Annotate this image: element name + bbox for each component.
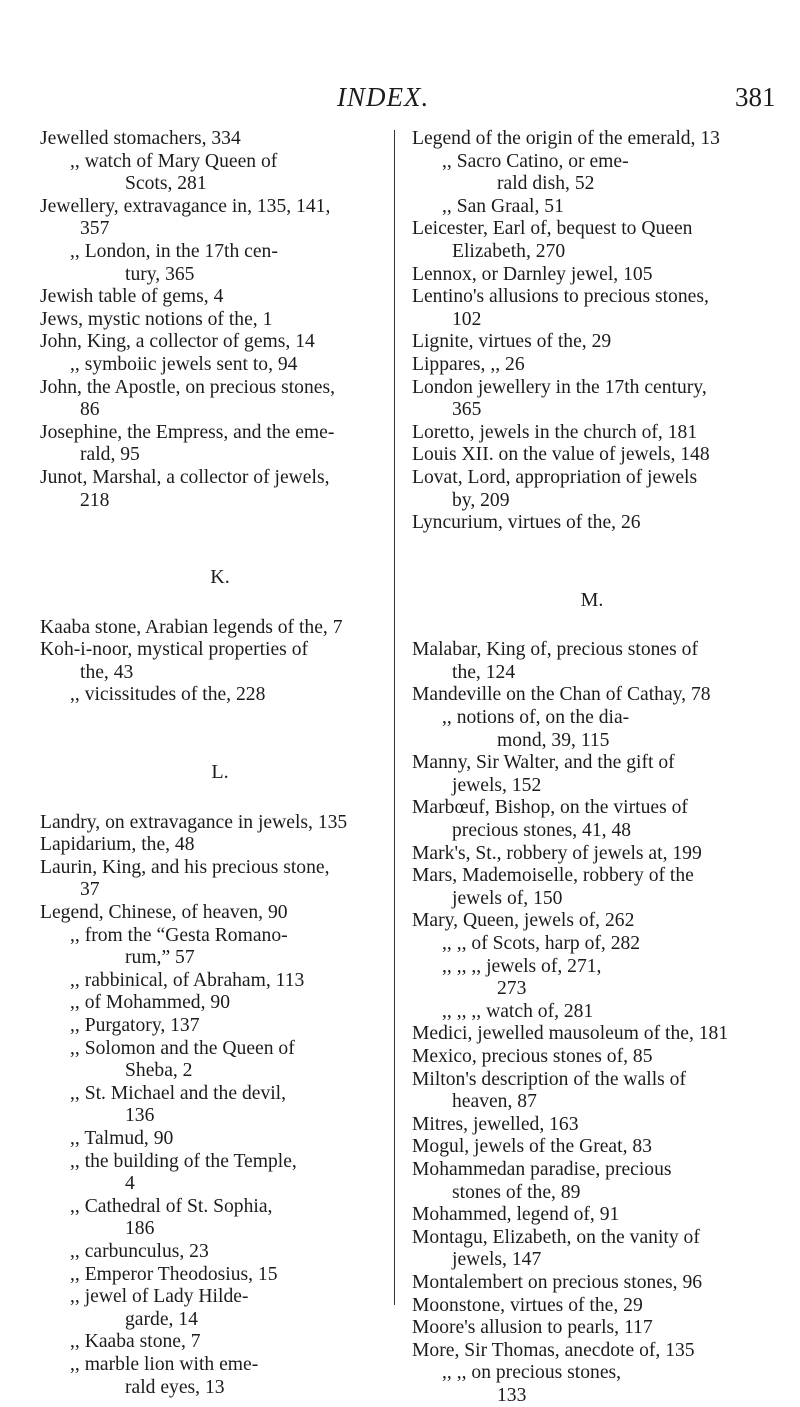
index-entry [40, 1354, 400, 1399]
index-entry [40, 1083, 400, 1128]
index-entry [412, 684, 772, 707]
entry-text: Mary, Queen, jewels of, 262 [412, 910, 635, 932]
entry-text: Lennox, or Darnley jewel, 105 [412, 263, 653, 285]
entry-continuation: 365 [452, 399, 482, 421]
entry-continuation: Scots, 281 [125, 173, 207, 195]
index-entry [40, 834, 400, 857]
index-entry [412, 1362, 772, 1407]
entry-text: Mohammed, legend of, 91 [412, 1204, 620, 1226]
entry-text: Mark's, St., robbery of jewels at, 199 [412, 842, 702, 864]
entry-text: Milton's description of the walls of [412, 1068, 686, 1090]
section-letter-l: L. [211, 761, 229, 784]
index-entry [412, 1227, 772, 1272]
entry-text: ,, Emperor Theodosius, 15 [70, 1263, 278, 1285]
entry-text: ,, Solomon and the Queen of [70, 1037, 295, 1059]
index-entry [40, 467, 400, 512]
entry-text: Josephine, the Empress, and the eme- [40, 421, 335, 443]
entry-text: Loretto, jewels in the church of, 181 [412, 421, 698, 443]
entry-text: ,, Purgatory, 137 [70, 1015, 200, 1036]
index-entry [40, 1151, 400, 1196]
entry-continuation: rald dish, 52 [497, 173, 595, 195]
entry-continuation: jewels, 152 [452, 774, 542, 796]
entry-text: ,, the building of the Temple, [70, 1150, 297, 1172]
index-entry [412, 264, 772, 287]
l-entries [40, 812, 400, 1399]
entry-text: ,, ,, on precious stones, [442, 1362, 622, 1384]
index-entry [412, 512, 772, 535]
page-number: 381 [735, 82, 776, 112]
index-entry [40, 812, 400, 835]
entry-continuation: 133 [497, 1384, 527, 1406]
index-entry [40, 286, 400, 309]
entry-continuation: rald, 95 [80, 444, 140, 466]
index-entry [412, 128, 772, 151]
entry-continuation: 4 [125, 1173, 135, 1195]
index-entry [412, 218, 772, 263]
index-entry [40, 684, 400, 707]
entry-continuation: tury, 365 [125, 263, 195, 285]
index-entry [40, 354, 400, 377]
entry-continuation: rald eyes, 13 [125, 1376, 225, 1398]
entry-text: Kaaba stone, Arabian legends of the, 7 [40, 616, 343, 638]
entry-continuation: the, 43 [80, 661, 134, 683]
entry-text: ,, ,, ,, jewels of, 271, [442, 955, 602, 977]
entry-text: ,, St. Michael and the devil, [70, 1082, 287, 1104]
index-entry [40, 1264, 400, 1287]
entry-text: ,, Talmud, 90 [70, 1127, 174, 1149]
entry-text: ,, rabbinical, of Abraham, 113 [70, 969, 305, 991]
index-entry [412, 331, 772, 354]
entry-text: ,, London, in the 17th cen- [70, 240, 278, 262]
entry-continuation: 186 [125, 1218, 155, 1240]
index-entry [412, 865, 772, 910]
index-entry [412, 1272, 772, 1295]
index-entry [412, 843, 772, 866]
entry-text: Koh-i-noor, mystical properties of [40, 639, 309, 661]
index-entry [40, 422, 400, 467]
entry-text: Louis XII. on the value of jewels, 148 [412, 444, 710, 466]
index-entry [412, 196, 772, 219]
index-entry [40, 1196, 400, 1241]
k-entries [40, 617, 400, 707]
index-entry [412, 1317, 772, 1340]
index-entry [40, 241, 400, 286]
entry-text: Legend of the origin of the emerald, 13 [412, 128, 720, 149]
entry-text: ,, carbunculus, 23 [70, 1240, 209, 1262]
entry-text: ,, watch of Mary Queen of [70, 150, 278, 172]
index-entry [412, 1114, 772, 1137]
entry-text: Mandeville on the Chan of Cathay, 78 [412, 684, 711, 706]
index-entry [412, 1023, 772, 1046]
entry-text: ,, vicissitudes of the, 228 [70, 684, 266, 706]
j-entries [40, 128, 400, 512]
entry-text: ,, from the “Gesta Romano- [70, 924, 288, 946]
m-entries [412, 639, 772, 1407]
page-title: INDEX. [337, 82, 430, 112]
index-entry [40, 151, 400, 196]
entry-text: Lyncurium, virtues of the, 26 [412, 512, 641, 534]
index-entry [40, 331, 400, 354]
entry-text: Moore's allusion to pearls, 117 [412, 1317, 653, 1339]
index-entry [412, 1159, 772, 1204]
entry-text: Jews, mystic notions of the, 1 [40, 308, 273, 330]
running-head [0, 82, 800, 122]
entry-continuation: rum,” 57 [125, 947, 195, 969]
entry-continuation: Elizabeth, 270 [452, 240, 566, 262]
entry-text: ,, marble lion with eme- [70, 1353, 259, 1375]
index-entry [40, 1241, 400, 1264]
entry-text: Montagu, Elizabeth, on the vanity of [412, 1226, 700, 1248]
left-column [40, 128, 400, 1399]
index-entry [412, 1204, 772, 1227]
entry-text: ,, San Graal, 51 [442, 195, 564, 217]
entry-text: Mitres, jewelled, 163 [412, 1113, 579, 1135]
index-entry [412, 286, 772, 331]
entry-text: ,, Kaaba stone, 7 [70, 1331, 201, 1353]
index-entry [412, 752, 772, 797]
index-entry [40, 1015, 400, 1038]
entry-text: Legend, Chinese, of heaven, 90 [40, 902, 288, 924]
index-entry [412, 1136, 772, 1159]
entry-text: Mars, Mademoiselle, robbery of the [412, 865, 694, 887]
entry-text: Marbœuf, Bishop, on the virtues of [412, 797, 688, 819]
index-entry [412, 354, 772, 377]
index-entry [412, 151, 772, 196]
index-entry [412, 797, 772, 842]
index-entry [40, 617, 400, 640]
entry-text: Lentino's allusions to precious stones, [412, 286, 709, 308]
entry-text: ,, symboiic jewels sent to, 94 [70, 353, 298, 375]
index-entry [40, 309, 400, 332]
entry-text: Manny, Sir Walter, and the gift of [412, 752, 675, 774]
index-entry [412, 1295, 772, 1318]
entry-text: ,, ,, of Scots, harp of, 282 [442, 933, 641, 954]
index-entry [412, 933, 772, 956]
entry-text: Junot, Marshal, a collector of jewels, [40, 466, 330, 488]
entry-continuation: 357 [80, 218, 110, 240]
entry-continuation: 218 [80, 489, 110, 511]
entry-text: Jewelled stomachers, 334 [40, 128, 241, 149]
entry-text: Leicester, Earl of, bequest to Queen [412, 218, 693, 240]
entry-text: Mexico, precious stones of, 85 [412, 1045, 653, 1067]
index-entry [40, 992, 400, 1015]
index-entry [412, 707, 772, 752]
entry-text: ,, ,, ,, watch of, 281 [442, 1000, 594, 1022]
entry-continuation: jewels, 147 [452, 1249, 542, 1271]
index-entry [40, 377, 400, 422]
index-entry [412, 910, 772, 933]
entry-text: More, Sir Thomas, anecdote of, 135 [412, 1339, 695, 1361]
entry-text: Mogul, jewels of the Great, 83 [412, 1136, 652, 1158]
entry-text: Lapidarium, the, 48 [40, 834, 195, 856]
entry-text: Mohammedan paradise, precious [412, 1158, 672, 1180]
index-entry [412, 422, 772, 445]
index-entry [40, 970, 400, 993]
entry-text: John, King, a collector of gems, 14 [40, 331, 315, 353]
index-entry [412, 956, 772, 1001]
index-entry [412, 444, 772, 467]
l-entries-continued [412, 128, 772, 535]
entry-continuation: 136 [125, 1105, 155, 1127]
right-column [412, 128, 772, 1407]
index-entry [40, 1286, 400, 1331]
entry-continuation: 37 [80, 879, 100, 901]
entry-continuation: the, 124 [452, 661, 516, 683]
index-entry [412, 1046, 772, 1069]
entry-continuation: 273 [497, 978, 527, 1000]
entry-continuation: 102 [452, 308, 482, 330]
index-entry [40, 1128, 400, 1151]
entry-text: John, the Apostle, on precious stones, [40, 376, 335, 398]
index-entry [412, 377, 772, 422]
entry-text: Laurin, King, and his precious stone, [40, 856, 330, 878]
index-entry [40, 196, 400, 241]
index-entry [40, 128, 400, 151]
index-entry [412, 467, 772, 512]
entry-text: ,, notions of, on the dia- [442, 707, 630, 729]
entry-text: London jewellery in the 17th century, [412, 376, 707, 398]
index-entry [40, 1038, 400, 1083]
entry-text: Jewish table of gems, 4 [40, 286, 224, 308]
entry-continuation: mond, 39, 115 [497, 729, 610, 751]
entry-continuation: garde, 14 [125, 1308, 198, 1330]
index-entry [40, 639, 400, 684]
index-entry [412, 639, 772, 684]
index-entry [40, 857, 400, 902]
entry-text: Lignite, virtues of the, 29 [412, 331, 612, 353]
entry-text: Malabar, King of, precious stones of [412, 639, 698, 661]
entry-continuation: Sheba, 2 [125, 1060, 193, 1082]
index-entry [40, 902, 400, 925]
entry-continuation: 86 [80, 399, 100, 421]
entry-continuation: by, 209 [452, 489, 510, 511]
index-entry [412, 1340, 772, 1363]
entry-text: Montalembert on precious stones, 96 [412, 1271, 703, 1293]
section-letter-k: K. [210, 566, 230, 589]
entry-continuation: heaven, 87 [452, 1091, 537, 1113]
entry-text: Medici, jewelled mausoleum of the, 181 [412, 1023, 729, 1045]
section-letter-m: M. [580, 588, 604, 611]
index-entry [412, 1001, 772, 1024]
entry-text: Landry, on extravagance in jewels, 135 [40, 811, 348, 833]
entry-text: ,, Cathedral of St. Sophia, [70, 1195, 273, 1217]
entry-text: Lovat, Lord, appropriation of jewels [412, 466, 698, 488]
entry-continuation: precious stones, 41, 48 [452, 820, 632, 842]
index-entry [412, 1069, 772, 1114]
entry-text: ,, Sacro Catino, or eme- [442, 150, 629, 172]
entry-text: ,, jewel of Lady Hilde- [70, 1286, 249, 1308]
entry-continuation: stones of the, 89 [452, 1181, 581, 1203]
entry-text: ,, of Mohammed, 90 [70, 992, 230, 1014]
entry-text: Lippares, ,, 26 [412, 353, 525, 375]
index-entry [40, 925, 400, 970]
index-entry [40, 1331, 400, 1354]
entry-continuation: jewels of, 150 [452, 887, 563, 909]
entry-text: Moonstone, virtues of the, 29 [412, 1294, 643, 1316]
entry-text: Jewellery, extravagance in, 135, 141, [40, 195, 331, 217]
